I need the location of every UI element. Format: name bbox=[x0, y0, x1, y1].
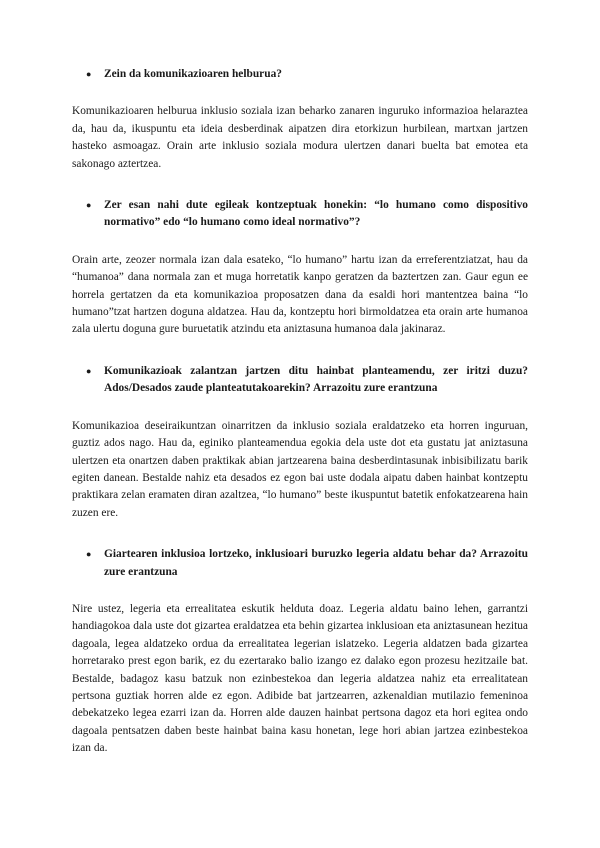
qa-section-2 bbox=[72, 197, 528, 339]
question-1 bbox=[72, 66, 528, 83]
question-3 bbox=[72, 363, 528, 398]
bullet-icon: ● bbox=[86, 200, 92, 211]
bullet-icon: ● bbox=[86, 69, 92, 79]
qa-section-4 bbox=[72, 546, 528, 757]
bullet-icon: ● bbox=[86, 365, 92, 376]
bullet-icon: ● bbox=[86, 549, 92, 560]
answer-3: Komunikazioa deseiraikuntzan oinarritzen da inklusio soziala eraldatzeko eta horren inguruan, guztiz ados nago. Hau da, eginiko planteamendua egokia dela uste dot eta gustatu jat aniztasuna ulertzen eta onartzen daben praktikak abian jartzearena baina desberdintasunak inbisibilizatu barik egiten danean. Bestalde nahiz eta desados ez egon bai uste dodala aipatu daben hainbat kontzeptu praktikara zelan eramaten diran azaltzea, “lo humano” beste ikuspuntut batetik enfokatzearena hain zuzen ere. bbox=[72, 419, 528, 519]
question-2 bbox=[72, 197, 528, 232]
question-1-text: Zein da komunikazioaren helburua? bbox=[104, 68, 282, 80]
question-4-text: Giartearen inklusioa lortzeko, inklusioari buruzko legeria aldatu behar da? Arrazoitu zure erantzuna bbox=[104, 548, 528, 578]
question-2-text: Zer esan nahi dute egileak kontzeptuak honekin: “lo humano como dispositivo normativo” edo “lo humano como ideal normativo”? bbox=[104, 199, 528, 229]
qa-section-3 bbox=[72, 363, 528, 522]
question-4 bbox=[72, 546, 528, 581]
answer-2: Orain arte, zeozer normala izan dala esateko, “lo humano” hartu izan da erreferentziatzat, hau da “humanoa” dana normala zan et muga horretatik kanpo geratzen da baztertzen zan. Gaur egun ee horrela gertatzen da eta komunikazioa proposatzen dana da esaldi hori mantentzea baina “lo humano”tzat hartzen doguna aldatzea. Hau da, kontzeptu hori birmoldatzea eta orain arte humanoa zala ulertu doguna gure buruetatik atzindu eta aniztasuna humanoa dala jakinaraz. bbox=[72, 253, 528, 336]
answer-1: Komunikazioaren helburua inklusio soziala izan beharko zanaren inguruko informazioa helaraztea da, hau da, ikuspuntu eta ideia desberdinak aipatzen dira etorkizun hurbilean, martxan jartzen hasteko asmoagaz. Orain arte inklusio soziala modura ulertzen danari buelta bat emotea eta sakonago aztertzea. bbox=[72, 105, 528, 170]
qa-section-1 bbox=[72, 66, 528, 173]
question-3-text: Komunikazioak zalantzan jartzen ditu hainbat planteamendu, zer iritzi duzu? Ados/Desados zaude planteatutakoarekin? Arrazoitu zure erantzuna bbox=[104, 364, 528, 395]
answer-4: Nire ustez, legeria eta errealitatea eskutik helduta doaz. Legeria aldatu baino lehen, garrantzi handiagokoa dala uste dot gizartea eraldatzea eta behin gizartea inklusioan eta aniztasunean hezitua dagoala, legea aldatzeko ordua da errealitatea legerian islatzeko. Legeria aldatzen bada gizartea horretarako prest egon barik, ez du ezertarako balio izango ez dalako egon prozesu hezitzaile bat. Bestalde, badagoz kasu batzuk non ezinbestekoa dan legeria aldatzea nahiz eta errealitatean pertsona guztiak horren alde ez egon. Adibide bat jartzearren, azkenaldian mutilazio femeninoa debekatzeko legea ezarri izan da. Horren alde dauzen hainbat pertsona dagoz eta hori egitea ondo dagoala pentsatzen daben beste hainbat baina kasu honetan, lege hori abian jartzea ezinbestekoa izan da. bbox=[72, 602, 528, 755]
